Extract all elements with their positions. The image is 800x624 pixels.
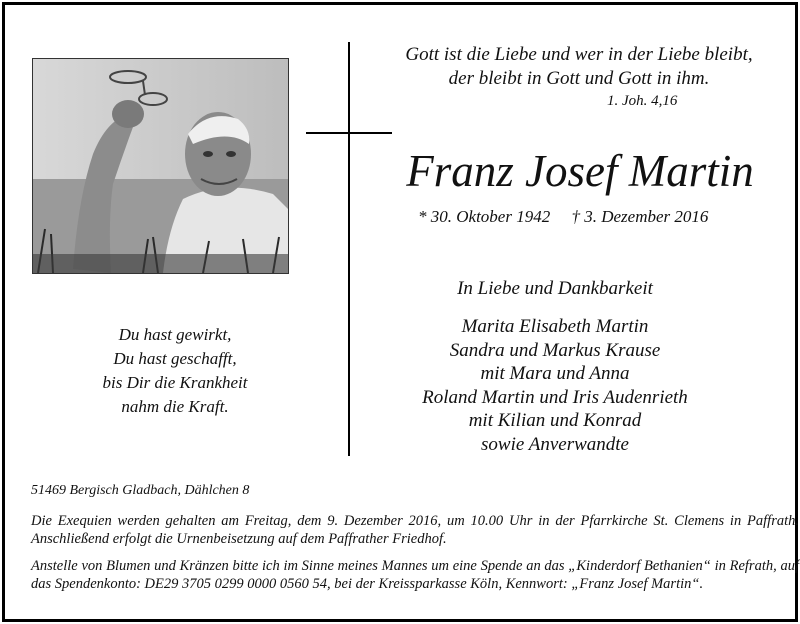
deceased-name: Franz Josef Martin <box>406 146 754 196</box>
verse-reference: 1. Joh. 4,16 <box>607 93 678 109</box>
life-dates: * 30. Oktober 1942 † 3. Dezember 2016 <box>418 207 709 226</box>
donation-notice: Anstelle von Blumen und Kränzen bitte ich im Sinne meines Mannes um eine Spende an das „Kinderdorf Bethanien“ in Refrath, auf das Spendenkonto: DE29 3705 0299 0000 0560 54, bei der Kreissparkasse Köln, Kennwort: „Franz Josef Martin“. <box>31 558 799 592</box>
portrait-photo-image <box>33 59 288 273</box>
memorial-poem <box>35 323 315 419</box>
cross-vertical-beam <box>348 42 350 456</box>
poem-line: bis Dir die Krankheit <box>102 373 248 392</box>
cross-horizontal-beam <box>306 132 392 134</box>
mourner-line: mit Mara und Anna <box>480 363 630 384</box>
obituary-frame <box>2 2 798 622</box>
poem-line: nahm die Kraft. <box>121 397 229 416</box>
portrait-photo <box>32 58 289 274</box>
family-address: 51469 Bergisch Gladbach, Dählchen 8 <box>31 483 250 498</box>
bible-verse <box>365 43 793 91</box>
verse-line-1: Gott ist die Liebe und wer in der Liebe bleibt, <box>405 44 753 65</box>
verse-line-2: der bleibt in Gott und Gott in ihm. <box>448 68 710 89</box>
mourners-intro: In Liebe und Dankbarkeit <box>457 278 653 299</box>
mourner-line: Sandra und Markus Krause <box>449 339 661 361</box>
poem-line: Du hast geschafft, <box>113 349 237 368</box>
mourner-line: sowie Anverwandte <box>481 433 629 455</box>
funeral-service-notice: Die Exequien werden gehalten am Freitag, dem 9. Dezember 2016, um 10.00 Uhr in der Pfarrkirche St. Clemens in Paffrath. Anschließend erfolgt die Urnenbeisetzung auf dem Paffrather Friedhof. <box>31 513 799 547</box>
poem-line: Du hast gewirkt, <box>118 325 232 344</box>
mourners-list <box>385 315 725 456</box>
mourner-line: Roland Martin und Iris Audenrieth <box>422 386 688 408</box>
mourner-line: Marita Elisabeth Martin <box>461 316 649 337</box>
mourner-line: mit Kilian und Konrad <box>468 410 642 431</box>
